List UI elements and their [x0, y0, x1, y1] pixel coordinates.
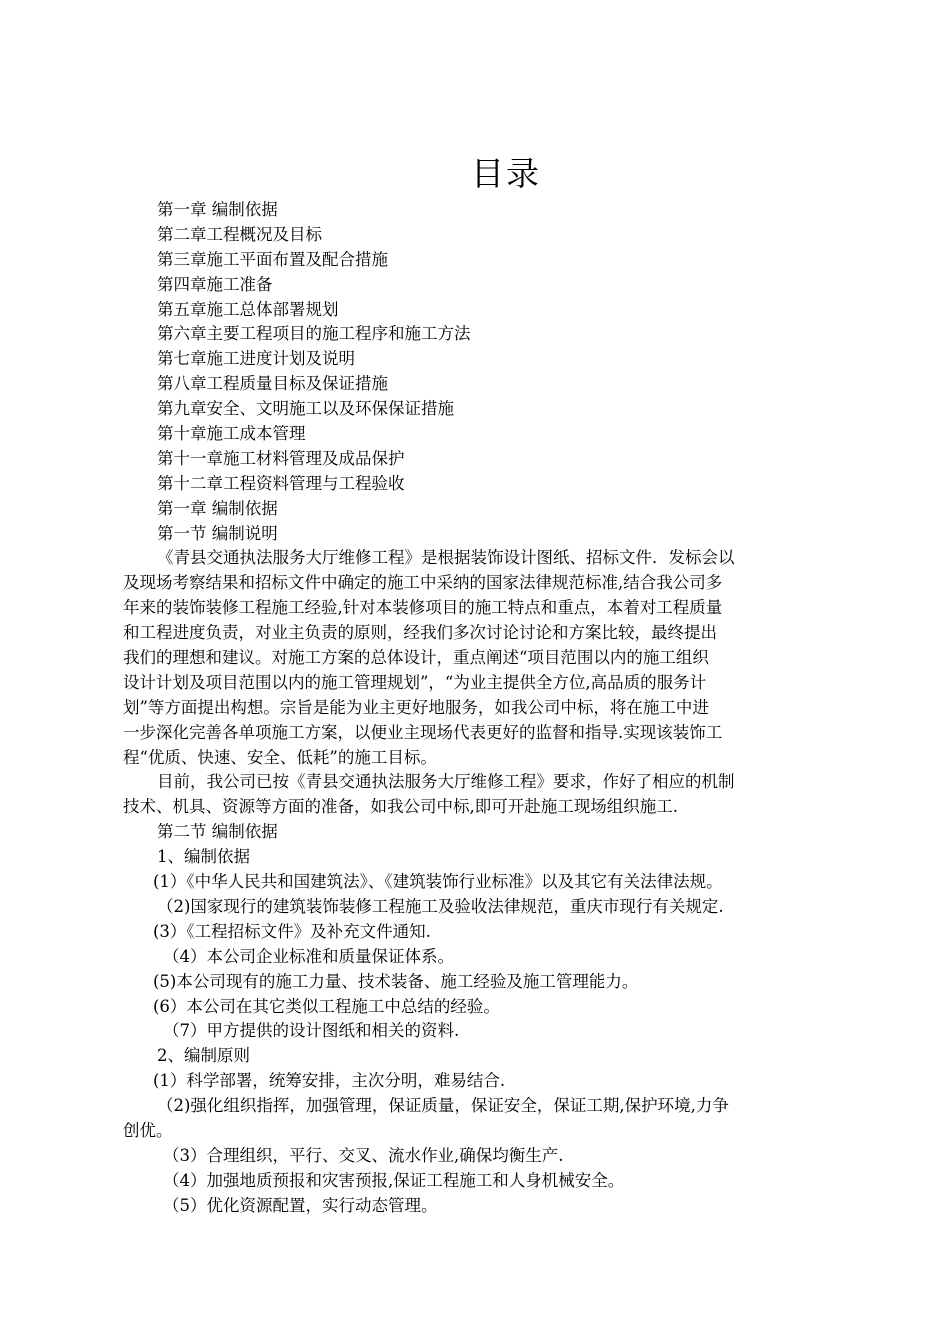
list-item: (1）科学部署，统筹安排，主次分明，难易结合. [153, 1071, 506, 1091]
basis-list [123, 870, 835, 1044]
toc-item: 第九章安全、文明施工以及环保保证措施 [157, 399, 454, 419]
paragraph [123, 546, 835, 770]
table-of-contents [123, 198, 835, 497]
toc-title: 目录 [471, 154, 541, 193]
list-item: （4）加强地质预报和灾害预报,保证工程施工和人身机械安全。 [163, 1170, 625, 1190]
paragraph-line: 和工程进度负责，对业主负责的原则，经我们多次讨论讨论和方案比较，最终提出 [123, 623, 717, 643]
subsection-heading: 2、编制原则 [157, 1046, 250, 1066]
list-item: (6）本公司在其它类似工程施工中总结的经验。 [153, 996, 500, 1016]
section-heading: 第一节 编制说明 [157, 523, 278, 543]
paragraph-line: 我们的理想和建议。对施工方案的总体设计，重点阐述“项目范围以内的施工组织 [123, 648, 709, 668]
paragraph-line: 一步深化完善各单项施工方案，以便业主现场代表更好的监督和指导.实现该装饰工 [123, 722, 723, 742]
paragraph-line: 划”等方面提出构想。宗旨是能为业主更好地服务，如我公司中标，将在施工中进 [123, 697, 709, 717]
paragraph-line: 技术、机具、资源等方面的准备，如我公司中标,即可开赴施工现场组织施工. [123, 797, 678, 817]
paragraph-line: 程“优质、快速、安全、低耗”的施工目标。 [123, 747, 437, 767]
toc-item: 第八章工程质量目标及保证措施 [157, 374, 388, 394]
toc-item: 第二章工程概况及目标 [157, 224, 322, 244]
paragraph-line: 年来的装饰装修工程施工经验,针对本装修项目的施工特点和重点，本着对工程质量 [123, 598, 723, 618]
list-item: (3）《工程招标文件》及补充文件通知. [153, 921, 431, 941]
toc-item: 第一章 编制依据 [157, 200, 278, 219]
toc-item: 第七章施工进度计划及说明 [157, 349, 355, 369]
toc-item: 第五章施工总体部署规划 [157, 299, 339, 319]
toc-item: 第十二章工程资料管理与工程验收 [157, 473, 405, 493]
paragraph-line: 目前，我公司已按《青县交通执法服务大厅维修工程》要求，作好了相应的机制 [157, 772, 735, 792]
toc-item: 第十一章施工材料管理及成品保护 [157, 448, 405, 468]
paragraph-line: 设计计划及项目范围以内的施工管理规划”，“为业主提供全方位,高品质的服务计 [123, 672, 707, 692]
list-item-continuation: 创优。 [123, 1120, 173, 1140]
list-item: （3）合理组织，平行、交叉、流水作业,确保均衡生产. [163, 1145, 564, 1165]
toc-item: 第四章施工准备 [157, 274, 273, 294]
chapter-heading: 第一章 编制依据 [157, 498, 278, 518]
list-item: （7）甲方提供的设计图纸和相关的资料. [163, 1021, 460, 1041]
list-item: (1）《中华人民共和国建筑法》、《建筑装饰行业标准》以及其它有关法律法规。 [153, 872, 723, 892]
paragraph [123, 770, 835, 820]
list-item: （4）本公司企业标准和质量保证体系。 [163, 946, 454, 966]
document-body [123, 198, 835, 1219]
list-item: (5)本公司现有的施工力量、技术装备、施工经验及施工管理能力。 [153, 971, 639, 991]
toc-item: 第六章主要工程项目的施工程序和施工方法 [157, 324, 471, 344]
paragraph-line: 及现场考察结果和招标文件中确定的施工中采纳的国家法律规范标准,结合我公司多 [123, 573, 723, 593]
toc-item: 第三章施工平面布置及配合措施 [157, 249, 388, 269]
paragraph-line: 《青县交通执法服务大厅维修工程》是根据装饰设计图纸、招标文件．发标会以 [157, 548, 735, 568]
principle-list [123, 1069, 835, 1218]
list-item: （5）优化资源配置，实行动态管理。 [163, 1195, 438, 1215]
section-heading: 第二节 编制依据 [157, 822, 278, 842]
list-item: （2)国家现行的建筑装饰装修工程施工及验收法律规范，重庆市现行有关规定. [157, 896, 724, 916]
list-item: （2)强化组织指挥，加强管理，保证质量，保证安全，保证工期,保护环境,力争 [157, 1096, 729, 1116]
toc-item: 第十章施工成本管理 [157, 424, 306, 444]
subsection-heading: 1、编制依据 [157, 847, 250, 867]
